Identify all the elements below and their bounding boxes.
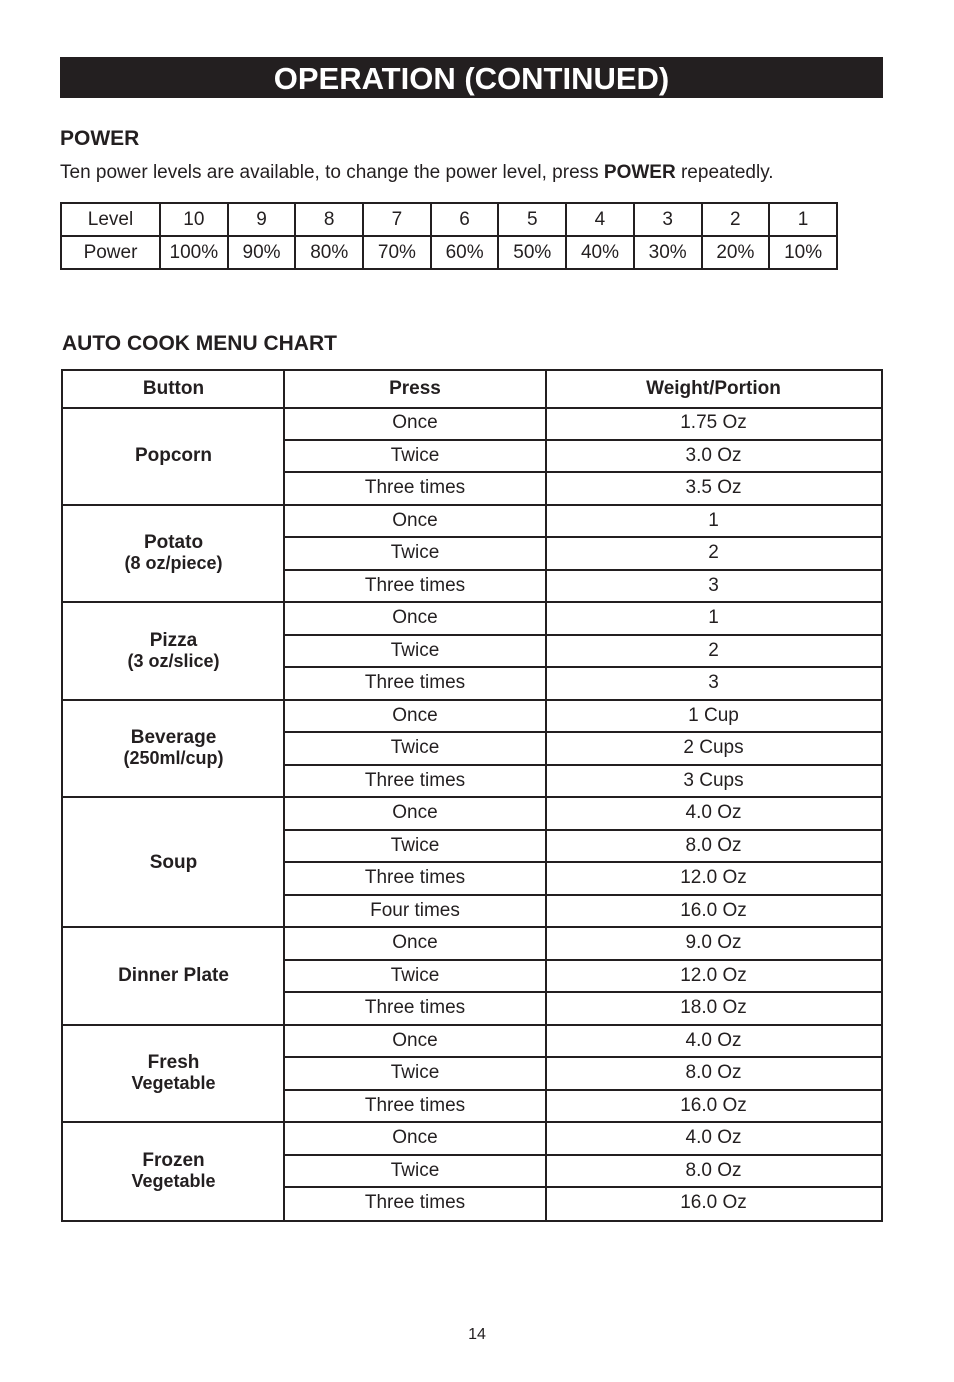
column-header-weight: Weight/Portion: [646, 378, 781, 399]
weight-cell: 18.0 Oz: [680, 997, 747, 1019]
weight-cell: 8.0 Oz: [685, 1062, 742, 1084]
level-cell: 4: [566, 203, 634, 236]
power-section-title: POWER: [60, 127, 140, 150]
press-cell: Three times: [364, 672, 466, 694]
weight-cell: 1 Cup: [688, 704, 739, 726]
button-name-cell: [63, 1025, 284, 1123]
press-cell: Twice: [390, 964, 440, 986]
button-name-detail: (3 oz/slice): [127, 650, 220, 671]
power-cell: 50%: [498, 236, 566, 269]
weight-cell: 8.0 Oz: [685, 1159, 742, 1181]
weight-cell: 16.0 Oz: [680, 1192, 747, 1214]
weight-cell: 3: [708, 672, 719, 694]
power-cell: 30%: [634, 236, 702, 269]
auto-cook-title: AUTO COOK MENU CHART: [62, 332, 337, 355]
press-cell: Once: [392, 509, 438, 531]
press-cell: Once: [392, 607, 438, 629]
page-title-banner: OPERATION (CONTINUED): [60, 57, 883, 98]
power-row-label: Power: [61, 236, 160, 269]
button-name-cell: [63, 407, 284, 505]
level-row-label: Level: [61, 203, 160, 236]
press-cell: Three times: [364, 477, 466, 499]
press-cell: Three times: [364, 769, 466, 791]
press-cell: Once: [392, 1029, 438, 1051]
button-name: Soup: [149, 851, 198, 873]
press-cell: Twice: [390, 1159, 440, 1181]
press-cell: Once: [392, 802, 438, 824]
weight-cell: 1: [708, 509, 719, 531]
button-name: Potato: [143, 532, 204, 554]
level-cell: 5: [498, 203, 566, 236]
button-name-cell: [63, 797, 284, 927]
press-cell: Three times: [364, 867, 466, 889]
weight-cell: 1: [708, 607, 719, 629]
level-cell: 3: [634, 203, 702, 236]
weight-cell: 2 Cups: [683, 737, 744, 759]
weight-cell: 3 Cups: [683, 769, 744, 791]
button-name: Frozen: [142, 1149, 205, 1171]
power-cell: 20%: [702, 236, 770, 269]
power-row: [61, 236, 837, 269]
button-name-detail: (8 oz/piece): [124, 553, 223, 574]
weight-cell: 8.0 Oz: [685, 834, 742, 856]
press-cell: Once: [392, 412, 438, 434]
button-name-cell: [63, 1122, 284, 1220]
press-cell: Once: [392, 704, 438, 726]
level-cell: 7: [363, 203, 431, 236]
power-cell: 70%: [363, 236, 431, 269]
level-cell: 9: [228, 203, 296, 236]
button-name: Fresh: [147, 1052, 200, 1074]
power-level-table: [60, 202, 838, 270]
column-header-press: Press: [389, 378, 441, 399]
press-cell: Once: [392, 932, 438, 954]
press-cell: Four times: [370, 899, 460, 921]
weight-cell: 16.0 Oz: [680, 899, 747, 921]
page-number: 14: [468, 1326, 486, 1343]
chart-header-row: [63, 371, 881, 409]
weight-cell: 4.0 Oz: [685, 1127, 742, 1149]
power-cell: 100%: [160, 236, 228, 269]
press-cell: Twice: [390, 737, 440, 759]
intro-bold-power: POWER: [603, 162, 676, 183]
press-cell: Three times: [364, 1192, 466, 1214]
button-name-detail: (250ml/cup): [123, 748, 224, 769]
weight-cell: 2: [708, 542, 719, 564]
weight-cell: 3.0 Oz: [685, 444, 742, 466]
power-intro-text: [60, 162, 774, 184]
button-name: Popcorn: [134, 445, 213, 467]
button-name-cell: [63, 700, 284, 798]
power-cell: 60%: [431, 236, 499, 269]
weight-cell: 9.0 Oz: [685, 932, 742, 954]
button-name-cell: [63, 602, 284, 700]
press-cell: Three times: [364, 1094, 466, 1116]
auto-cook-menu-chart: [61, 369, 883, 1222]
button-name: Beverage: [130, 727, 217, 749]
level-cell: 1: [769, 203, 837, 236]
press-cell: Twice: [390, 639, 440, 661]
button-name: Dinner Plate: [118, 965, 229, 987]
weight-cell: 2: [708, 639, 719, 661]
weight-cell: 4.0 Oz: [685, 802, 742, 824]
level-cell: 2: [702, 203, 770, 236]
power-cell: 10%: [769, 236, 837, 269]
level-row: [61, 203, 837, 236]
press-cell: Twice: [390, 834, 440, 856]
weight-cell: 12.0 Oz: [680, 867, 747, 889]
intro-text-end: repeatedly.: [675, 162, 774, 183]
weight-cell: 3: [708, 574, 719, 596]
column-header-button: Button: [142, 378, 205, 399]
press-cell: Three times: [364, 574, 466, 596]
power-cell: 80%: [295, 236, 363, 269]
button-name-cell: [63, 927, 284, 1025]
power-cell: 90%: [228, 236, 296, 269]
press-cell: Twice: [390, 1062, 440, 1084]
press-cell: Twice: [390, 444, 440, 466]
level-cell: 8: [295, 203, 363, 236]
power-cell: 40%: [566, 236, 634, 269]
button-name-cell: [63, 505, 284, 603]
press-cell: Three times: [364, 997, 466, 1019]
weight-cell: 4.0 Oz: [685, 1029, 742, 1051]
weight-cell: 1.75 Oz: [680, 412, 747, 434]
level-cell: 6: [431, 203, 499, 236]
intro-text-start: Ten power levels are available, to change the power level, press: [60, 162, 604, 183]
button-name: Pizza: [149, 629, 198, 651]
level-cell: 10: [160, 203, 228, 236]
press-cell: Twice: [390, 542, 440, 564]
button-name-detail: Vegetable: [131, 1170, 216, 1191]
weight-cell: 16.0 Oz: [680, 1094, 747, 1116]
weight-cell: 12.0 Oz: [680, 964, 747, 986]
button-name-detail: Vegetable: [131, 1073, 216, 1094]
press-cell: Once: [392, 1127, 438, 1149]
weight-cell: 3.5 Oz: [685, 477, 742, 499]
